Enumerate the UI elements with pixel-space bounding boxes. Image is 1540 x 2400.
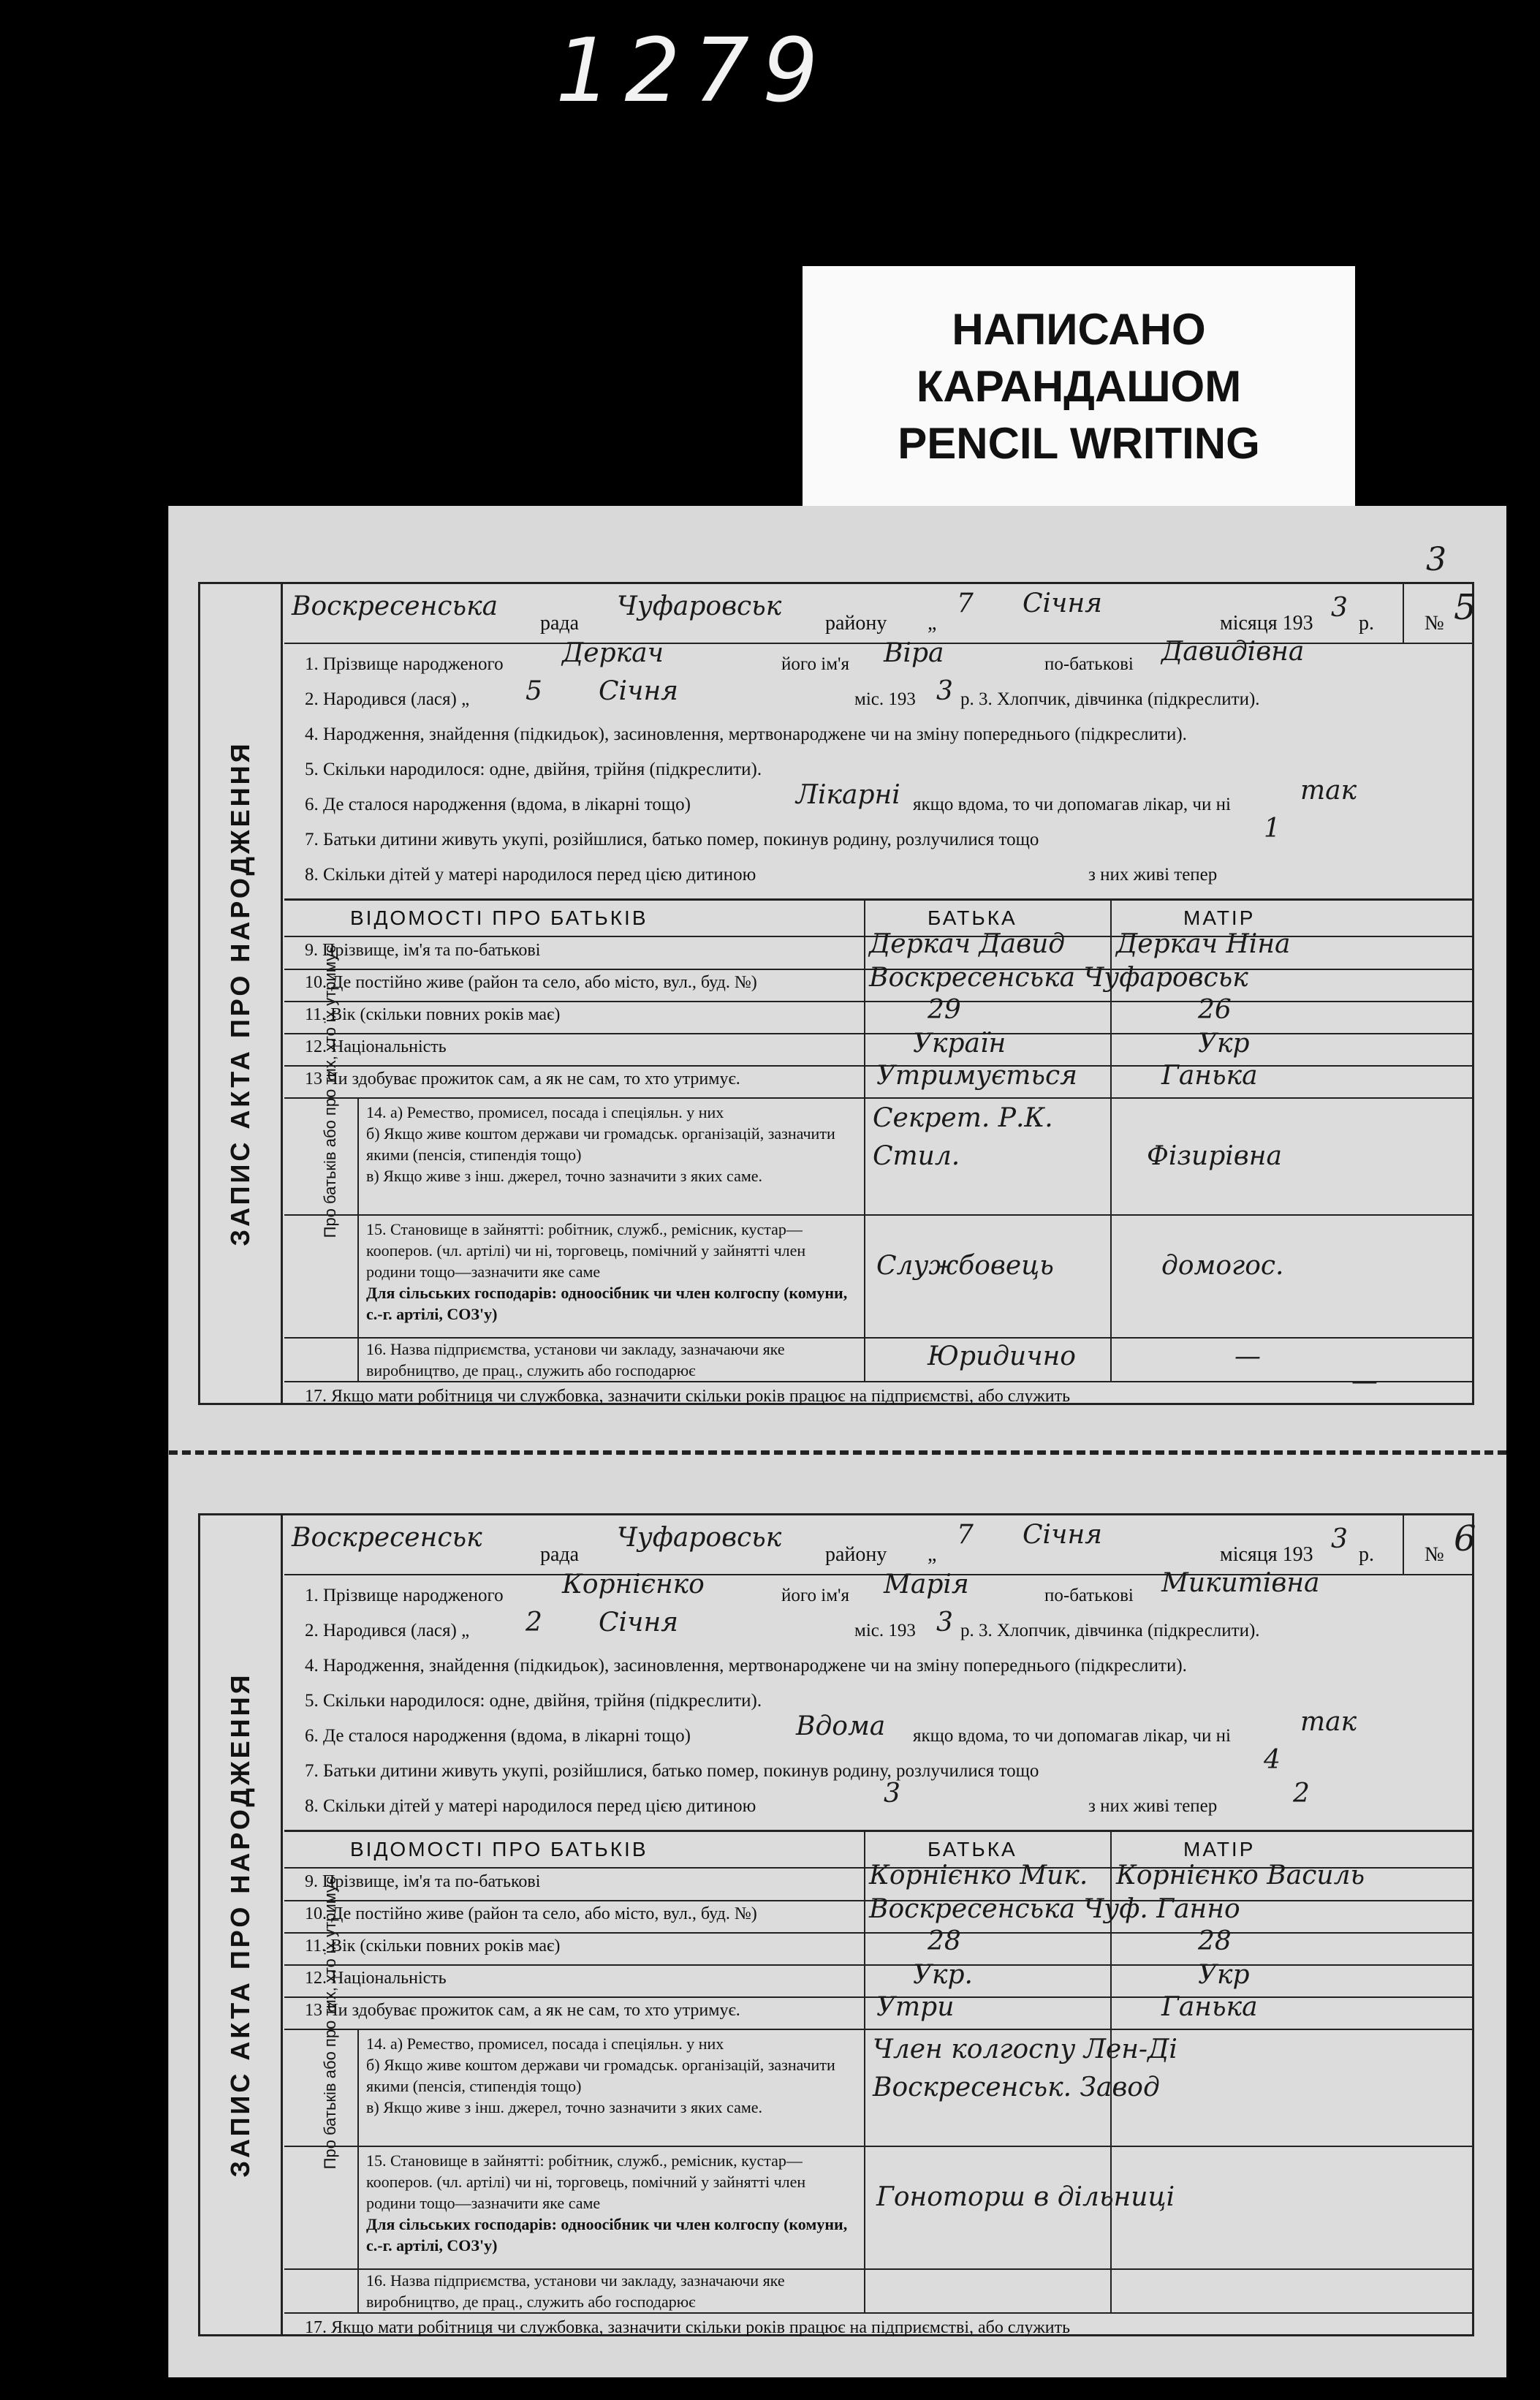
q1-name-label: його ім'я xyxy=(781,654,850,674)
row-q11 xyxy=(284,995,1472,1034)
hw-occupation-mother: Фізирівна xyxy=(1147,1141,1282,1171)
hw-age-father: 28 xyxy=(928,1926,961,1956)
q14c-label: в) Якщо живе з інш. джерел, точно зазначити з яких саме. xyxy=(366,2098,763,2116)
rada-label: рада xyxy=(540,1543,580,1566)
hw-birth-year: 3 xyxy=(936,676,953,706)
mother-header: МАТІР xyxy=(1183,906,1256,929)
q2-mis-label: міс. 193 xyxy=(854,689,916,709)
q14c-label: в) Якщо живе з інш. джерел, точно зазначити з яких саме. xyxy=(366,1167,763,1185)
hw-number: 5 xyxy=(1454,587,1476,628)
day-quote: „ xyxy=(928,1543,937,1566)
hw-occupation-father-2: Стил. xyxy=(873,1141,960,1171)
q3-label: р. 3. Хлопчик, дівчинка (підкреслити). xyxy=(960,689,1260,709)
stamp-line-3: PENCIL WRITING xyxy=(898,419,1260,468)
birth-record-2 xyxy=(198,1513,1474,2336)
row-q15 xyxy=(284,2146,1472,2270)
hw-prior-children: 3 xyxy=(884,1779,900,1809)
row-q13 xyxy=(284,1992,1472,2030)
q10-label: 10. Де постійно живе (район та село, або місто, вул., буд. №) xyxy=(305,973,757,992)
q1-label: 1. Прізвище народженого xyxy=(305,1586,504,1605)
hw-occupation-father: Член колгоспу Лен-Ді xyxy=(873,2034,1177,2064)
q14b-label: б) Якщо живе коштом держави чи громадськ. організацій, зазначити якими (пенсія, стипендія тощо) xyxy=(366,1124,835,1164)
hw-year: 3 xyxy=(1331,1524,1348,1554)
hw-status-father: Гоноторш в дільниці xyxy=(876,2182,1175,2212)
record-side-title: ЗАПИС АКТА ПРО НАРОДЖЕННЯ xyxy=(225,741,255,1246)
father-header: БАТЬКА xyxy=(928,1838,1017,1860)
q4-label: 4. Народження, знайдення (підкидьок), засиновлення, мертвонароджене чи на зміну попереднього (підкреслити). xyxy=(305,724,1187,744)
rayon-label: району xyxy=(825,1543,887,1566)
hw-nat-father: Україн xyxy=(913,1029,1006,1059)
record-side-subtitle: Про батьків або про тих, хто їх утримує xyxy=(321,945,339,1238)
q4-label: 4. Народження, знайдення (підкидьок), засиновлення, мертвонароджене чи на зміну попереднього (підкреслити). xyxy=(305,1656,1187,1676)
hw-support-father: Утримується xyxy=(876,1061,1078,1091)
hw-year: 3 xyxy=(1331,593,1348,623)
parents-header: ВІДОМОСТІ ПРО БАТЬКІВ xyxy=(350,1838,648,1860)
q16-label: 16. Назва підприємства, установи чи закладу, зазначаючи яке виробництво, де прац., служить або господарює xyxy=(366,2271,785,2311)
record-side-bar xyxy=(200,1515,283,2334)
stamp-line-1: НАПИСАНО xyxy=(952,305,1206,354)
q9-label: 9. Прізвище, ім'я та по-батькові xyxy=(305,941,541,960)
q5-label: 5. Скільки народилося: одне, двійня, трійня (підкреслити). xyxy=(305,1691,762,1711)
hw-doctor: так xyxy=(1300,776,1357,806)
q9-label: 9. Прізвище, ім'я та по-батькові xyxy=(305,1872,541,1891)
hw-day: 7 xyxy=(957,1520,974,1550)
hw-mother-name: Корнієнко Василь xyxy=(1116,1860,1365,1890)
record-header xyxy=(284,1515,1476,1575)
q14b-label: б) Якщо живе коштом держави чи громадськ. організацій, зазначити якими (пенсія, стипендія тощо) xyxy=(366,2056,835,2095)
hw-support-mother: Ганька xyxy=(1161,1061,1258,1091)
q1-name-label: його ім'я xyxy=(781,1586,850,1605)
row-q10 xyxy=(284,963,1472,1002)
q15-label: 15. Становище в зайнятті: робітник, служб., ремісник, кустар—кооперов. (чл. артілі) чи ні, торговець, помічний у зайнятті член родини тощо—зазначити яке саме xyxy=(366,2151,806,2212)
hw-patronymic: Давидівна xyxy=(1161,637,1305,667)
record-content xyxy=(284,1515,1476,2337)
q1-patronymic-label: по-батькові xyxy=(1044,1586,1134,1605)
day-quote: „ xyxy=(928,612,937,635)
pencil-writing-stamp xyxy=(803,266,1355,507)
q17-label: 17. Якщо мати робітниця чи службовка, зазначити скільки років працює на підприємстві, або служить xyxy=(305,1387,1071,1406)
row-q16 xyxy=(284,2268,1472,2314)
hw-mother-name: Деркач Ніна xyxy=(1116,929,1291,959)
divider-line xyxy=(169,1450,1506,1455)
q13-label: 13 Чи здобуває прожиток сам, а як не сам, то хто утримує. xyxy=(305,1070,740,1089)
q14a-label: 14. а) Ремество, промисел, посада і спеціяльн. у них xyxy=(366,1103,724,1121)
hw-surname: Корнієнко xyxy=(562,1570,705,1600)
q8b-label: з них живі тепер xyxy=(1088,1796,1218,1816)
hw-rayon: Чуфаровськ xyxy=(617,591,782,621)
hw-birth-month: Січня xyxy=(599,676,679,706)
hw-rayon: Чуфаровськ xyxy=(617,1523,782,1553)
hw-patronymic: Микитівна xyxy=(1161,1568,1320,1598)
hw-place: Вдома xyxy=(796,1711,886,1741)
q15b-label: Для сільських господарів: одноосібник чи член колгоспу (комуни, с.-г. артілі, СОЗ'у) xyxy=(366,1284,848,1323)
q11-label: 11. Вік (скільки повних років має) xyxy=(305,1937,561,1956)
hw-doctor: так xyxy=(1300,1707,1357,1737)
hw-rada: Воскресенська xyxy=(292,591,498,621)
hw-workplace-mother: — xyxy=(1234,1341,1261,1371)
q7-label: 7. Батьки дитини живуть укупі, розійшлися, батько помер, покинув родину, розлучилися тощо xyxy=(305,1761,1039,1781)
hw-birth-year: 3 xyxy=(936,1608,953,1638)
q1-label: 1. Прізвище народженого xyxy=(305,654,504,674)
hw-name: Марія xyxy=(884,1570,969,1600)
q15-label: 15. Становище в зайнятті: робітник, служб., ремісник, кустар—кооперов. (чл. артілі) чи ні, торговець, помічний у зайнятті член родини тощо—зазначити яке саме xyxy=(366,1220,806,1281)
q8-label: 8. Скільки дітей у матері народилося перед цією дитиною xyxy=(305,1796,756,1816)
hw-alive: 2 xyxy=(1293,1779,1310,1809)
hw-parents-status: 1 xyxy=(1264,814,1281,844)
archive-number: 1279 xyxy=(555,20,832,122)
q6-label: 6. Де сталося народження (вдома, в лікарні тощо) xyxy=(305,795,691,814)
q2-label: 2. Народився (лася) „ xyxy=(305,689,470,709)
row-q11 xyxy=(284,1926,1472,1966)
hw-support-father: Утри xyxy=(876,1992,955,2022)
hw-age-mother: 26 xyxy=(1198,995,1232,1025)
hw-birth-day: 2 xyxy=(526,1608,542,1638)
q2-label: 2. Народився (лася) „ xyxy=(305,1621,470,1640)
hw-month: Січня xyxy=(1023,588,1103,618)
hw-status-father: Службовець xyxy=(876,1251,1054,1281)
year-suffix: р. xyxy=(1359,612,1374,635)
hw-support-mother: Ганька xyxy=(1161,1992,1258,2022)
row-q13 xyxy=(284,1061,1472,1099)
q11-label: 11. Вік (скільки повних років має) xyxy=(305,1005,561,1024)
hw-nat-father: Укр. xyxy=(913,1960,974,1990)
hw-status-mother: домогос. xyxy=(1161,1251,1284,1281)
record-side-title: ЗАПИС АКТА ПРО НАРОДЖЕННЯ xyxy=(225,1672,255,2178)
row-q16 xyxy=(284,1337,1472,1382)
page-corner-number: 3 xyxy=(1426,541,1446,578)
record-header xyxy=(284,584,1476,644)
rada-label: рада xyxy=(540,612,580,635)
q3-label: р. 3. Хлопчик, дівчинка (підкреслити). xyxy=(960,1621,1260,1640)
row-q14 xyxy=(284,2029,1472,2147)
record-content xyxy=(284,584,1476,1406)
q13-label: 13 Чи здобуває прожиток сам, а як не сам, то хто утримує. xyxy=(305,2001,740,2020)
father-header: БАТЬКА xyxy=(928,906,1017,929)
year-suffix: р. xyxy=(1359,1543,1374,1566)
hw-father-residence: Воскресенська Чуф. Ганно xyxy=(869,1894,1240,1924)
hw-name: Віра xyxy=(884,638,944,668)
row-q15 xyxy=(284,1214,1472,1339)
q17-label: 17. Якщо мати робітниця чи службовка, зазначити скільки років працює на підприємстві, або служить xyxy=(305,2318,1071,2337)
q7-label: 7. Батьки дитини живуть укупі, розійшлися, батько помер, покинув родину, розлучилися тощо xyxy=(305,830,1039,849)
hw-month: Січня xyxy=(1023,1520,1103,1550)
record-side-bar xyxy=(200,584,283,1403)
register-sheet xyxy=(168,506,1506,2377)
q10-label: 10. Де постійно живе (район та село, або місто, вул., буд. №) xyxy=(305,1904,757,1923)
q8b-label: з них живі тепер xyxy=(1088,865,1218,885)
q8-label: 8. Скільки дітей у матері народилося перед цією дитиною xyxy=(305,865,756,885)
q12-label: 12. Національність xyxy=(305,1037,447,1056)
stamp-line-2: КАРАНДАШОМ xyxy=(916,362,1242,411)
q5-label: 5. Скільки народилося: одне, двійня, трійня (підкреслити). xyxy=(305,760,762,779)
q14a-label: 14. а) Ремество, промисел, посада і спеціяльн. у них xyxy=(366,2034,724,2053)
q1-patronymic-label: по-батькові xyxy=(1044,654,1134,674)
hw-rada: Воскресенськ xyxy=(292,1523,482,1553)
number-box-divider xyxy=(1403,1515,1404,1575)
q12-label: 12. Національність xyxy=(305,1969,447,1988)
hw-number: 6 xyxy=(1454,1518,1476,1559)
mother-header: МАТІР xyxy=(1183,1838,1256,1860)
hw-parents-status: 4 xyxy=(1264,1745,1281,1775)
hw-age-mother: 28 xyxy=(1198,1926,1232,1956)
hw-age-father: 29 xyxy=(928,995,961,1025)
parents-header: ВІДОМОСТІ ПРО БАТЬКІВ xyxy=(350,906,648,929)
hw-occupation-father: Секрет. Р.К. xyxy=(873,1103,1053,1133)
hw-workplace: Юридично xyxy=(928,1341,1076,1371)
hw-place: Лікарні xyxy=(796,780,900,810)
month-label: місяця 193 xyxy=(1220,1543,1313,1566)
row-q14 xyxy=(284,1097,1472,1216)
q16-label: 16. Назва підприємства, установи чи закладу, зазначаючи яке виробництво, де прац., служить або господарює xyxy=(366,1340,785,1379)
row-q10 xyxy=(284,1894,1472,1934)
q2-mis-label: міс. 193 xyxy=(854,1621,916,1640)
hw-birth-month: Січня xyxy=(599,1608,679,1638)
q6-label: 6. Де сталося народження (вдома, в лікарні тощо) xyxy=(305,1726,691,1746)
record-side-subtitle: Про батьків або про тих, хто їх утримує xyxy=(321,1877,339,2170)
hw-nat-mother: Укр xyxy=(1198,1960,1250,1990)
month-label: місяця 193 xyxy=(1220,612,1313,635)
hw-birth-day: 5 xyxy=(526,676,542,706)
hw-father-name: Корнієнко Мик. xyxy=(869,1860,1088,1890)
q15b-label: Для сільських господарів: одноосібник чи член колгоспу (комуни, с.-г. артілі, СОЗ'у) xyxy=(366,2215,848,2255)
hw-father-residence: Воскресенська Чуфаровськ xyxy=(869,963,1248,993)
number-box-divider xyxy=(1403,584,1404,644)
number-label: № xyxy=(1425,1543,1444,1566)
hw-father-name: Деркач Давид xyxy=(869,929,1066,959)
q6b-label: якщо вдома, то чи допомагав лікар, чи ні xyxy=(913,1726,1231,1746)
hw-surname: Деркач xyxy=(562,638,664,668)
q6b-label: якщо вдома, то чи допомагав лікар, чи ні xyxy=(913,795,1231,814)
number-label: № xyxy=(1425,612,1444,635)
hw-mother-years: — xyxy=(1351,1366,1378,1396)
birth-record-1 xyxy=(198,582,1474,1405)
hw-nat-mother: Укр xyxy=(1198,1029,1250,1059)
rayon-label: району xyxy=(825,612,887,635)
hw-occupation-father-2: Воскресенськ. Завод xyxy=(873,2072,1160,2102)
hw-day: 7 xyxy=(957,588,974,618)
